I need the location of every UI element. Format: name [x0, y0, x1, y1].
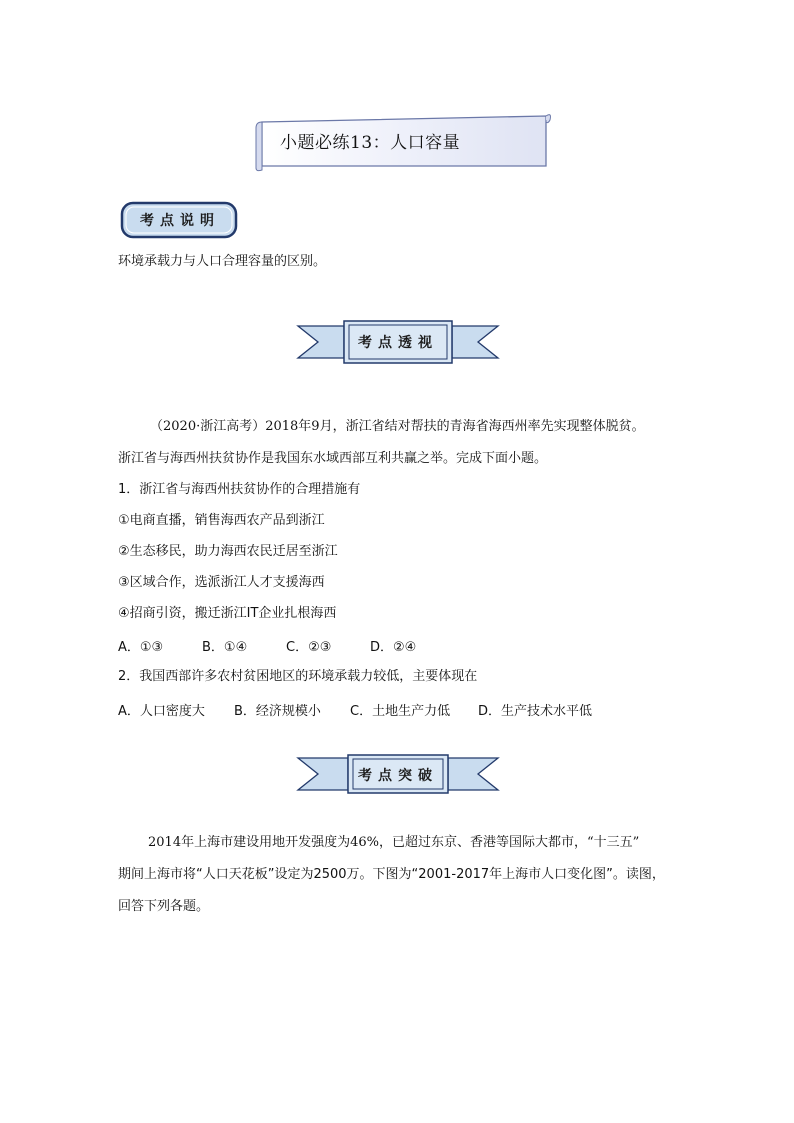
q1-options — [118, 636, 454, 655]
q1-option-b[interactable]: B．①④ — [202, 640, 248, 655]
q2-option-b[interactable]: B．经济规模小 — [234, 704, 321, 719]
q1-item-2: ②生态移民，助力海西农民迁居至浙江 — [118, 544, 338, 559]
page-title: 小题必练13：人口容量 — [280, 133, 461, 153]
q1-stem: 1．浙江省与海西州扶贫协作的合理措施有 — [118, 482, 361, 497]
q1-option-a[interactable]: A．①③ — [118, 640, 164, 655]
q1-item-4: ④招商引资，搬迁浙江IT企业扎根海西 — [118, 606, 337, 621]
q1-item-1: ①电商直播，销售海西农产品到浙江 — [118, 513, 325, 528]
passage2-line3: 回答下列各题。 — [118, 899, 210, 914]
section-label-insight: 考点透视 — [358, 335, 438, 351]
q2-options — [118, 700, 608, 719]
passage2-line1: 2014年上海市建设用地开发强度为46%，已超过东京、香港等国际大都市，“十三五” — [148, 835, 640, 850]
passage1-line2: 浙江省与海西州扶贫协作是我国东水域西部互利共赢之举。完成下面小题。 — [118, 451, 548, 466]
q1-option-c[interactable]: C．②③ — [286, 640, 332, 655]
q2-option-a[interactable]: A．人口密度大 — [118, 704, 205, 719]
q2-stem: 2．我国西部许多农村贫困地区的环境承载力较低，主要体现在 — [118, 669, 478, 684]
section-label-breakthrough: 考点突破 — [358, 768, 438, 784]
section-banner-insight — [296, 318, 500, 366]
q1-item-3: ③区域合作，选派浙江人才支援海西 — [118, 575, 325, 590]
section-banner-breakthrough — [296, 750, 500, 798]
title-scroll-banner — [254, 110, 554, 172]
section-badge-explain — [118, 198, 242, 242]
passage2-line2: 期间上海市将“人口天花板”设定为2500万。下图为“2001-2017年上海市人口变化图”。读图， — [118, 867, 665, 882]
q2-option-c[interactable]: C．土地生产力低 — [350, 704, 451, 719]
q2-option-d[interactable]: D．生产技术水平低 — [478, 704, 593, 719]
q1-option-d[interactable]: D．②④ — [370, 640, 417, 655]
section-label-explain: 考点说明 — [140, 213, 220, 229]
explain-text: 环境承载力与人口合理容量的区别。 — [118, 254, 327, 269]
passage1-line1: （2020·浙江高考）2018年9月，浙江省结对帮扶的青海省海西州率先实现整体脱贫。 — [150, 419, 645, 434]
